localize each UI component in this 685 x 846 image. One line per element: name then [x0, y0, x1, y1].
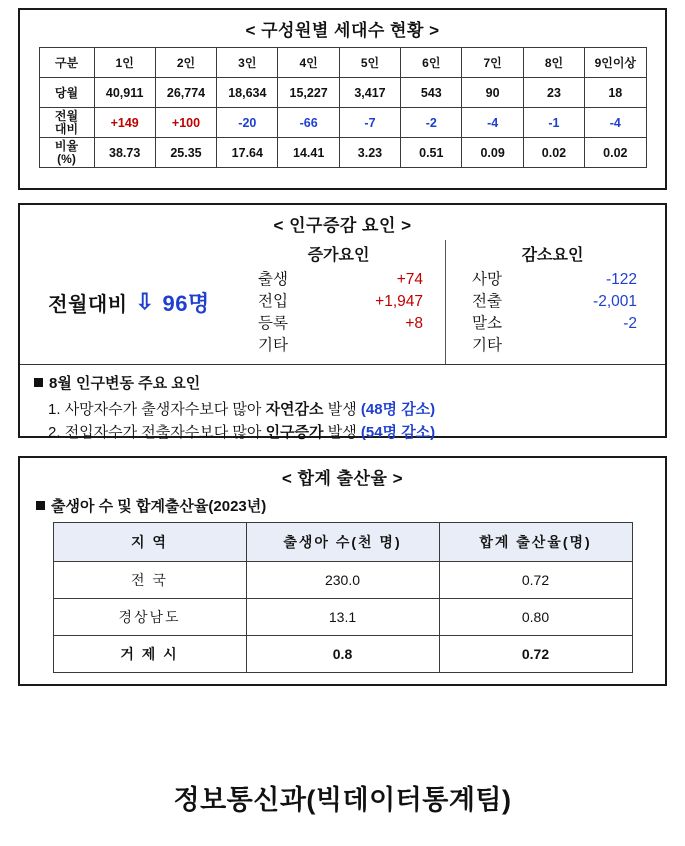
- decrease-name-1: 전출: [472, 293, 502, 310]
- note-text-1a: 전입자수가 전출자수보다 많아: [64, 424, 266, 442]
- cell-ratio-4: 14.41: [278, 138, 339, 168]
- note-text-0b: 발생: [323, 401, 361, 418]
- cell-current-8: 23: [523, 78, 584, 108]
- row-label-current: 당월: [39, 78, 94, 108]
- increase-name-2: 등록: [258, 315, 288, 332]
- list-item: [48, 421, 651, 444]
- fert-col-header-0: 지 역: [53, 523, 246, 562]
- fertility-title: < 합계 출산율 >: [281, 469, 404, 488]
- note-heading-row: [34, 372, 651, 393]
- col-header-7: 7인: [462, 48, 523, 78]
- monthly-change-summary: [26, 240, 232, 364]
- cell-ratio-2: 25.35: [155, 138, 216, 168]
- footer-department: 정보통신과(빅데이터통계팀): [173, 785, 512, 815]
- fertility-panel: [18, 456, 667, 686]
- cell-diff-2: +100: [155, 108, 216, 138]
- note-text-1b: 발생: [323, 424, 361, 442]
- fert-births-2: 0.8: [246, 636, 439, 673]
- fert-col-header-2: 합계 출산율(명): [439, 523, 632, 562]
- note-index-1: 2.: [48, 424, 61, 442]
- fert-region-0: 전 국: [53, 562, 246, 599]
- col-header-1: 1인: [94, 48, 155, 78]
- col-header-9: 9인이상: [585, 48, 646, 78]
- cell-diff-4: -66: [278, 108, 339, 138]
- fert-rate-2: 0.72: [439, 636, 632, 673]
- table-row: [39, 78, 646, 108]
- list-item: [242, 269, 435, 291]
- note-blue-1: (54명 감소): [360, 424, 436, 442]
- cell-ratio-6: 0.51: [401, 138, 462, 168]
- fert-births-0: 230.0: [246, 562, 439, 599]
- increase-value-2: +8: [405, 315, 423, 332]
- note-bold-1: 인구증가: [265, 424, 324, 442]
- bullet-square-icon: [34, 378, 43, 387]
- table-header-row: [53, 523, 632, 562]
- cell-current-5: 3,417: [339, 78, 400, 108]
- factors-body: [20, 240, 665, 364]
- increase-name-0: 출생: [258, 271, 288, 288]
- cell-current-4: 15,227: [278, 78, 339, 108]
- increase-factors-column: [232, 240, 446, 364]
- table-row: [39, 108, 646, 138]
- down-arrow-icon: ⇩: [135, 289, 155, 314]
- col-header-2: 2인: [155, 48, 216, 78]
- list-item: [456, 291, 649, 313]
- monthly-change-label: 전월대비: [48, 293, 128, 316]
- list-item: [242, 313, 435, 335]
- fert-births-1: 13.1: [246, 599, 439, 636]
- col-header-8: 8인: [523, 48, 584, 78]
- fertility-table: [53, 522, 633, 673]
- households-table: [39, 47, 647, 168]
- monthly-change-value: 96명: [162, 290, 210, 316]
- cell-diff-5: -7: [339, 108, 400, 138]
- list-item: [456, 313, 649, 335]
- decrease-value-1: -2,001: [593, 293, 637, 310]
- population-factors-panel: [18, 203, 667, 442]
- fert-col-header-1: 출생아 수(천 명): [246, 523, 439, 562]
- cell-diff-3: -20: [217, 108, 278, 138]
- cell-diff-8: -1: [523, 108, 584, 138]
- cell-diff-1: +149: [94, 108, 155, 138]
- fert-rate-0: 0.72: [439, 562, 632, 599]
- decrease-value-0: -122: [605, 271, 637, 288]
- decrease-name-3: 기타: [472, 337, 502, 354]
- cell-diff-6: -2: [401, 108, 462, 138]
- cell-current-3: 18,634: [217, 78, 278, 108]
- note-heading: 8월 인구변동 주요 요인: [49, 375, 201, 392]
- cell-current-2: 26,774: [155, 78, 216, 108]
- row-label-ratio-line1: 비율: [54, 138, 79, 153]
- cell-current-1: 40,911: [94, 78, 155, 108]
- decrease-heading: 감소요인: [521, 247, 584, 264]
- fertility-subtitle: 출생아 수 및 합계출산율(2023년): [51, 498, 267, 515]
- increase-name-1: 전입: [258, 293, 288, 310]
- decrease-value-2: -2: [623, 315, 637, 332]
- cell-current-9: 18: [585, 78, 646, 108]
- table-row: [53, 562, 632, 599]
- increase-value-1: +1,947: [375, 293, 423, 310]
- row-label-diff-line1: 전월: [54, 108, 79, 123]
- fert-region-2: 거 제 시: [53, 636, 246, 673]
- increase-name-3: 기타: [258, 337, 288, 354]
- cell-ratio-8: 0.02: [523, 138, 584, 168]
- cell-ratio-1: 38.73: [94, 138, 155, 168]
- table-header-row: [39, 48, 646, 78]
- note-bold-0: 자연감소: [265, 401, 324, 418]
- note-blue-0: (48명 감소): [360, 401, 436, 418]
- fert-region-1: 경상남도: [53, 599, 246, 636]
- cell-ratio-3: 17.64: [217, 138, 278, 168]
- list-item: [242, 335, 435, 357]
- list-item: [456, 269, 649, 291]
- increase-value-0: +74: [396, 271, 423, 288]
- cell-current-7: 90: [462, 78, 523, 108]
- col-header-5: 5인: [339, 48, 400, 78]
- cell-diff-9: -4: [585, 108, 646, 138]
- note-text-0a: 사망자수가 출생자수보다 많아: [64, 401, 266, 418]
- list-item: [48, 398, 651, 421]
- households-panel: [18, 8, 667, 190]
- row-label-ratio-line2: (%): [57, 151, 76, 166]
- table-row: [39, 138, 646, 168]
- row-label-diff-line2: 대비: [54, 121, 79, 136]
- table-row: [53, 636, 632, 673]
- factors-title: < 인구증감 요인 >: [273, 216, 412, 235]
- increase-heading: 증가요인: [307, 247, 370, 264]
- decrease-name-2: 말소: [472, 315, 502, 332]
- col-header-0: 구분: [39, 48, 94, 78]
- col-header-3: 3인: [217, 48, 278, 78]
- cell-diff-7: -4: [462, 108, 523, 138]
- col-header-4: 4인: [278, 48, 339, 78]
- list-item: [242, 291, 435, 313]
- cell-ratio-7: 0.09: [462, 138, 523, 168]
- note-index-0: 1.: [48, 401, 61, 418]
- list-item: [456, 335, 649, 357]
- factors-note-block: [20, 364, 665, 445]
- note-list: [34, 398, 651, 445]
- row-label-ratio: [39, 138, 94, 168]
- households-title: < 구성원별 세대수 현황 >: [245, 21, 440, 40]
- bullet-square-icon: [36, 501, 45, 510]
- decrease-factors-column: [446, 240, 659, 364]
- cell-ratio-9: 0.02: [585, 138, 646, 168]
- cell-ratio-5: 3.23: [339, 138, 400, 168]
- fertility-subtitle-row: [20, 493, 665, 522]
- table-row: [53, 599, 632, 636]
- fert-rate-1: 0.80: [439, 599, 632, 636]
- col-header-6: 6인: [401, 48, 462, 78]
- cell-current-6: 543: [401, 78, 462, 108]
- decrease-name-0: 사망: [472, 271, 502, 288]
- row-label-diff: [39, 108, 94, 138]
